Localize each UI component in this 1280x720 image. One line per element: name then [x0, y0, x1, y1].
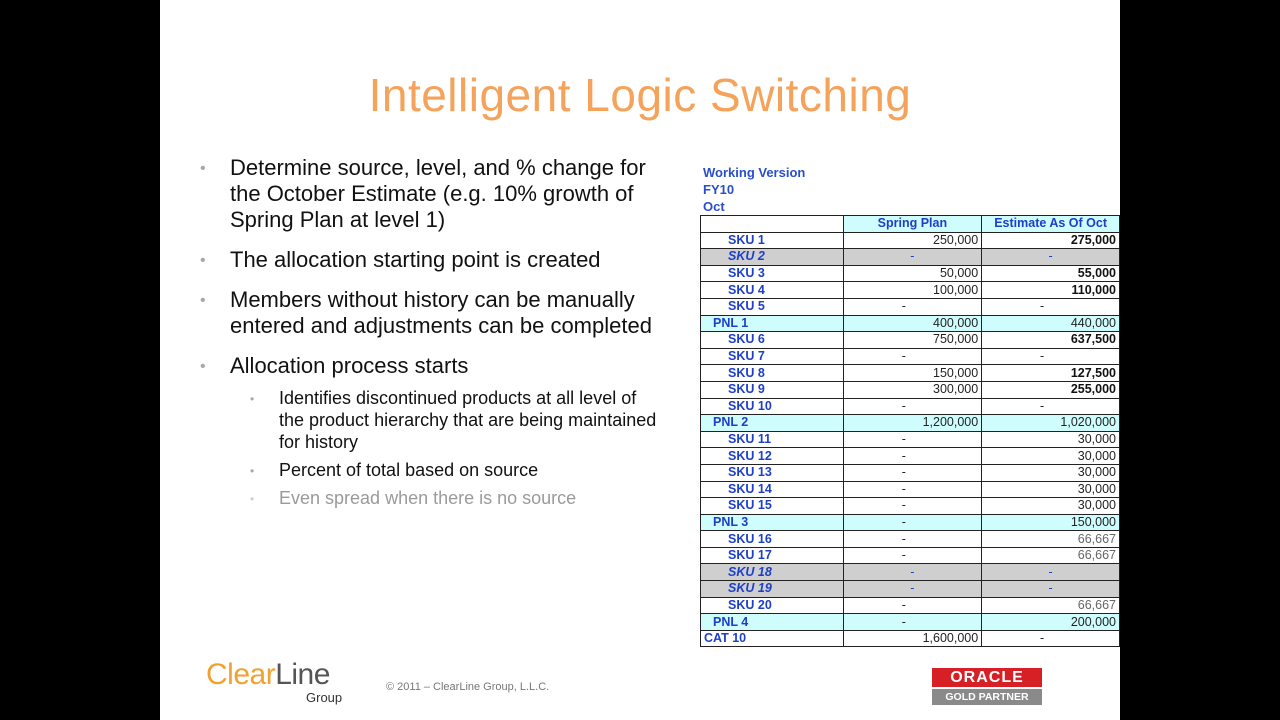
spring-plan-cell: - — [843, 431, 982, 448]
table-row — [701, 415, 1120, 432]
estimate-cell: - — [982, 581, 1120, 598]
table-row — [701, 249, 1120, 266]
table-row — [701, 597, 1120, 614]
spring-plan-cell: - — [843, 531, 982, 548]
estimate-cell: 66,667 — [982, 531, 1120, 548]
row-label: SKU 18 — [701, 564, 844, 581]
estimate-cell: - — [982, 630, 1120, 647]
estimate-cell: 30,000 — [982, 464, 1120, 481]
sub-bullet-list — [200, 387, 660, 509]
spring-plan-cell: 1,600,000 — [843, 630, 982, 647]
spring-plan-cell: 1,200,000 — [843, 415, 982, 432]
table-row — [701, 614, 1120, 631]
table-row — [701, 498, 1120, 515]
table-header-year: FY10 — [703, 182, 735, 197]
row-label: SKU 1 — [701, 232, 844, 249]
spring-plan-cell: - — [843, 498, 982, 515]
bullet-text: The allocation starting point is created — [230, 247, 601, 272]
logo-clear-text: Clear — [206, 658, 276, 691]
bullet-text: Allocation process starts — [230, 353, 469, 378]
table-row — [701, 282, 1120, 299]
estimate-cell: - — [982, 564, 1120, 581]
column-header-estimate: Estimate As Of Oct — [982, 216, 1120, 233]
table-row — [701, 514, 1120, 531]
row-label: SKU 2 — [701, 249, 844, 266]
table-row — [701, 232, 1120, 249]
oracle-partner-badge — [932, 668, 1042, 706]
estimate-cell: - — [982, 348, 1120, 365]
table-header-version: Working Version — [703, 165, 806, 180]
sub-bullet-dot-icon: • — [250, 392, 255, 406]
row-label: SKU 20 — [701, 597, 844, 614]
table-row — [701, 265, 1120, 282]
spring-plan-cell: - — [843, 298, 982, 315]
sub-bullet-item — [200, 459, 660, 481]
spring-plan-cell: 750,000 — [843, 332, 982, 349]
row-label: SKU 9 — [701, 381, 844, 398]
row-label: SKU 12 — [701, 448, 844, 465]
slide-title: Intelligent Logic Switching — [368, 69, 912, 121]
table-row — [701, 448, 1120, 465]
estimate-cell: 30,000 — [982, 498, 1120, 515]
bullet-text: Determine source, level, and % change for the October Estimate (e.g. 10% growth of Spring Plan at level 1) — [230, 155, 646, 232]
oracle-badge-top: ORACLE — [932, 668, 1042, 687]
bullet-item — [200, 287, 660, 339]
spring-plan-cell: - — [843, 547, 982, 564]
spring-plan-cell: 150,000 — [843, 365, 982, 382]
bullet-dot-icon: • — [200, 358, 206, 375]
table-row — [701, 547, 1120, 564]
row-label: PNL 1 — [701, 315, 844, 332]
row-label: SKU 5 — [701, 298, 844, 315]
clearline-logo — [206, 658, 346, 708]
spring-plan-cell: - — [843, 564, 982, 581]
row-label: SKU 10 — [701, 398, 844, 415]
spring-plan-cell: - — [843, 448, 982, 465]
bullet-item — [200, 155, 660, 233]
spring-plan-cell: - — [843, 249, 982, 266]
table-header-month: Oct — [703, 199, 725, 214]
sub-bullet-item — [200, 487, 660, 509]
table-column-header-row — [701, 216, 1120, 233]
spring-plan-cell: - — [843, 464, 982, 481]
estimate-cell: 200,000 — [982, 614, 1120, 631]
estimate-cell: 110,000 — [982, 282, 1120, 299]
table-row — [701, 564, 1120, 581]
sub-bullet-text: Identifies discontinued products at all level of the product hierarchy that are being maintained for history — [279, 388, 657, 452]
estimate-cell: - — [982, 398, 1120, 415]
row-label: SKU 6 — [701, 332, 844, 349]
row-label: SKU 19 — [701, 581, 844, 598]
bullet-dot-icon: • — [200, 160, 206, 177]
estimate-cell: 150,000 — [982, 514, 1120, 531]
column-header-blank — [701, 216, 844, 233]
sub-bullet-text: Even spread when there is no source — [279, 488, 577, 508]
bullet-dot-icon: • — [200, 252, 206, 269]
sub-bullet-dot-icon: • — [250, 464, 255, 478]
estimate-cell: 275,000 — [982, 232, 1120, 249]
spring-plan-cell: - — [843, 481, 982, 498]
row-label: PNL 3 — [701, 514, 844, 531]
table-row — [701, 398, 1120, 415]
table-row — [701, 431, 1120, 448]
logo-group-text: Group — [306, 690, 343, 705]
estimate-cell: 66,667 — [982, 597, 1120, 614]
estimate-cell: - — [982, 298, 1120, 315]
row-label: SKU 8 — [701, 365, 844, 382]
row-label: SKU 15 — [701, 498, 844, 515]
row-label: SKU 16 — [701, 531, 844, 548]
spring-plan-cell: - — [843, 514, 982, 531]
spring-plan-cell: 50,000 — [843, 265, 982, 282]
estimate-cell: 1,020,000 — [982, 415, 1120, 432]
table-row — [701, 581, 1120, 598]
spring-plan-cell: 100,000 — [843, 282, 982, 299]
row-label: SKU 4 — [701, 282, 844, 299]
table-row — [701, 298, 1120, 315]
logo-line-text: Line — [275, 658, 330, 691]
estimate-cell: 255,000 — [982, 381, 1120, 398]
row-label: PNL 2 — [701, 415, 844, 432]
bullet-text: Members without history can be manually entered and adjustments can be completed — [230, 287, 652, 338]
slide — [160, 0, 1120, 720]
bullet-list — [200, 155, 660, 515]
spring-plan-cell: - — [843, 348, 982, 365]
sub-bullet-dot-icon: • — [250, 492, 255, 506]
table-row — [701, 464, 1120, 481]
table-row — [701, 381, 1120, 398]
estimate-cell: 66,667 — [982, 547, 1120, 564]
row-label: CAT 10 — [701, 630, 844, 647]
estimate-cell: 30,000 — [982, 448, 1120, 465]
row-label: SKU 14 — [701, 481, 844, 498]
spring-plan-cell: - — [843, 581, 982, 598]
sub-bullet-text: Percent of total based on source — [279, 460, 539, 480]
sub-bullet-item — [200, 387, 660, 453]
spring-plan-cell: 400,000 — [843, 315, 982, 332]
estimate-cell: 30,000 — [982, 431, 1120, 448]
table-row — [701, 531, 1120, 548]
column-header-spring-plan: Spring Plan — [843, 216, 982, 233]
row-label: SKU 7 — [701, 348, 844, 365]
estimate-cell: 637,500 — [982, 332, 1120, 349]
row-label: SKU 13 — [701, 464, 844, 481]
copyright-text: © 2011 – ClearLine Group, L.L.C. — [386, 681, 550, 693]
row-label: SKU 3 — [701, 265, 844, 282]
estimate-cell: - — [982, 249, 1120, 266]
row-label: PNL 4 — [701, 614, 844, 631]
estimate-cell: 55,000 — [982, 265, 1120, 282]
estimate-cell: 127,500 — [982, 365, 1120, 382]
allocation-table-panel — [700, 164, 1120, 647]
bullet-dot-icon: • — [200, 292, 206, 309]
bullet-item — [200, 353, 660, 379]
row-label: SKU 11 — [701, 431, 844, 448]
table-row — [701, 365, 1120, 382]
spring-plan-cell: 300,000 — [843, 381, 982, 398]
estimate-cell: 440,000 — [982, 315, 1120, 332]
estimate-cell: 30,000 — [982, 481, 1120, 498]
spring-plan-cell: - — [843, 597, 982, 614]
table-row — [701, 348, 1120, 365]
oracle-badge-bottom: GOLD PARTNER — [932, 689, 1042, 705]
spring-plan-cell: 250,000 — [843, 232, 982, 249]
spring-plan-cell: - — [843, 614, 982, 631]
table-row — [701, 315, 1120, 332]
bullet-item — [200, 247, 660, 273]
table-row — [701, 630, 1120, 647]
spring-plan-cell: - — [843, 398, 982, 415]
table-row — [701, 481, 1120, 498]
allocation-table — [700, 215, 1120, 647]
table-row — [701, 332, 1120, 349]
row-label: SKU 17 — [701, 547, 844, 564]
